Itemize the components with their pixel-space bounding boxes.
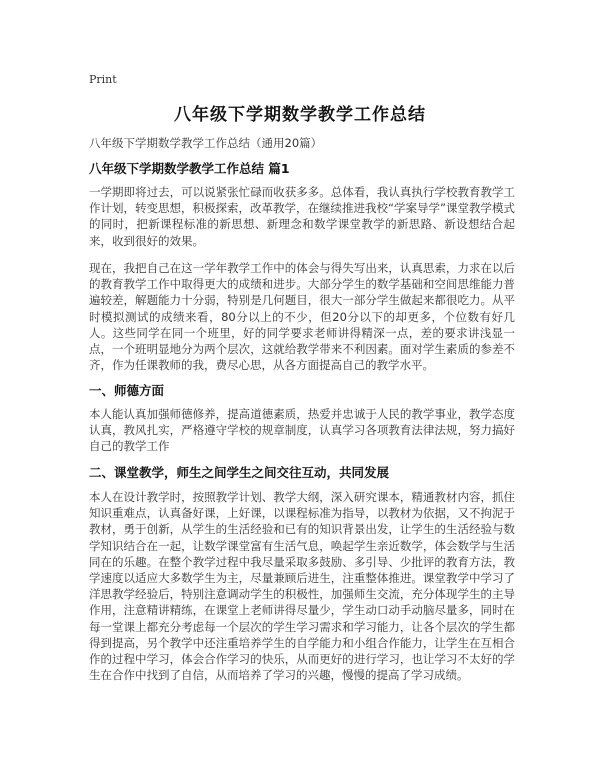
- page-title: 八年级下学期数学教学工作总结: [174, 105, 426, 125]
- section-heading-ethics: 一、师德方面: [89, 383, 165, 398]
- article-heading: 八年级下学期数学教学工作总结 篇1: [89, 161, 290, 176]
- paragraph-classroom: 本人在设计教学时，按照教学计划、教学大纲，深入研究课本，精通教材内容，抓住知识重难点，认真备好课，上好课，以课程标准为指导，以教材为依据，又不拘泥于教材，勇于创新，从学生的生活经验和已有的知识背景出发，让学生的生活经验与数学知识结合在一起，让数学课堂富有生活气息，唤起学生亲近数学，体会数学与生活同在的乐趣。在整个教学过程中我尽量采取多鼓励、多引导、少批评的教育方法，教学速度以适应大多数学生为主，尽量兼顾后进生，注重整体推进。课堂教学中学习了洋思教学经验后，特别注意调动学生的积极性，加强师生交流，充分体现学生的主导作用，注意精讲精练，在课堂上老师讲得尽量少，学生动口动手动脑尽量多，同时在每一堂课上都充分考虑每一个层次的学生学习需求和学习能力，让各个层次的学生都得到提高，另个教学中还注重培养学生的自学能力和小组合作能力，让学生在互相合作的过程中学习，体会合作学习的快乐，从而更好的进行学习，也让学习不太好的学生在合作中找到了自信，从而培养了学习的兴趣，慢慢的提高了学习成绩。: [89, 490, 515, 683]
- paragraph-ethics: 本人能认真加强师德修养，提高道德素质，热爱并忠诚于人民的教学事业，教学态度认真，教风扎实，严格遵守学校的规章制度，认真学习各项教育法律法规，努力搞好自己的教学工作: [89, 407, 515, 454]
- paragraph-reflection: 现在，我把自己在这一学年教学工作中的体会与得失写出来，认真思索，力求在以后的教育教学工作中取得更大的成绩和进步。大部分学生的数学基础和空间思维能力普遍较差，解题能力十分弱，特别是几何题目，很大一部分学生做起来都很吃力。从平时模拟测试的成绩来看，80分以上的不少，但20分以下的却更多，个位数有好几人。这些同学在同一个班里，好的同学要求老师讲得精深一点，差的要求讲浅显一点，一个班明显地分为两个层次，这就给教学带来不利因素。面对学生素质的参差不齐，作为任课教师的我，费尽心思，从各方面提高自己的教学水平。: [89, 261, 515, 373]
- print-link[interactable]: Print: [89, 73, 117, 86]
- section-heading-classroom: 二、课堂教学，师生之间学生之间交往互动，共同发展: [89, 465, 390, 480]
- paragraph-intro: 一学期即将过去，可以说紧张忙碌而收获多多。总体看，我认真执行学校教育教学工作计划，转变思想，积极探索，改革教学，在继续推进我校“学案导学”课堂教学模式的同时，把新课程标准的新思想、新理念和数学课堂教学的新思路、新设想结合起来，收到很好的效果。: [89, 185, 515, 248]
- document-subtitle: 八年级下学期数学教学工作总结（通用20篇）: [89, 136, 323, 150]
